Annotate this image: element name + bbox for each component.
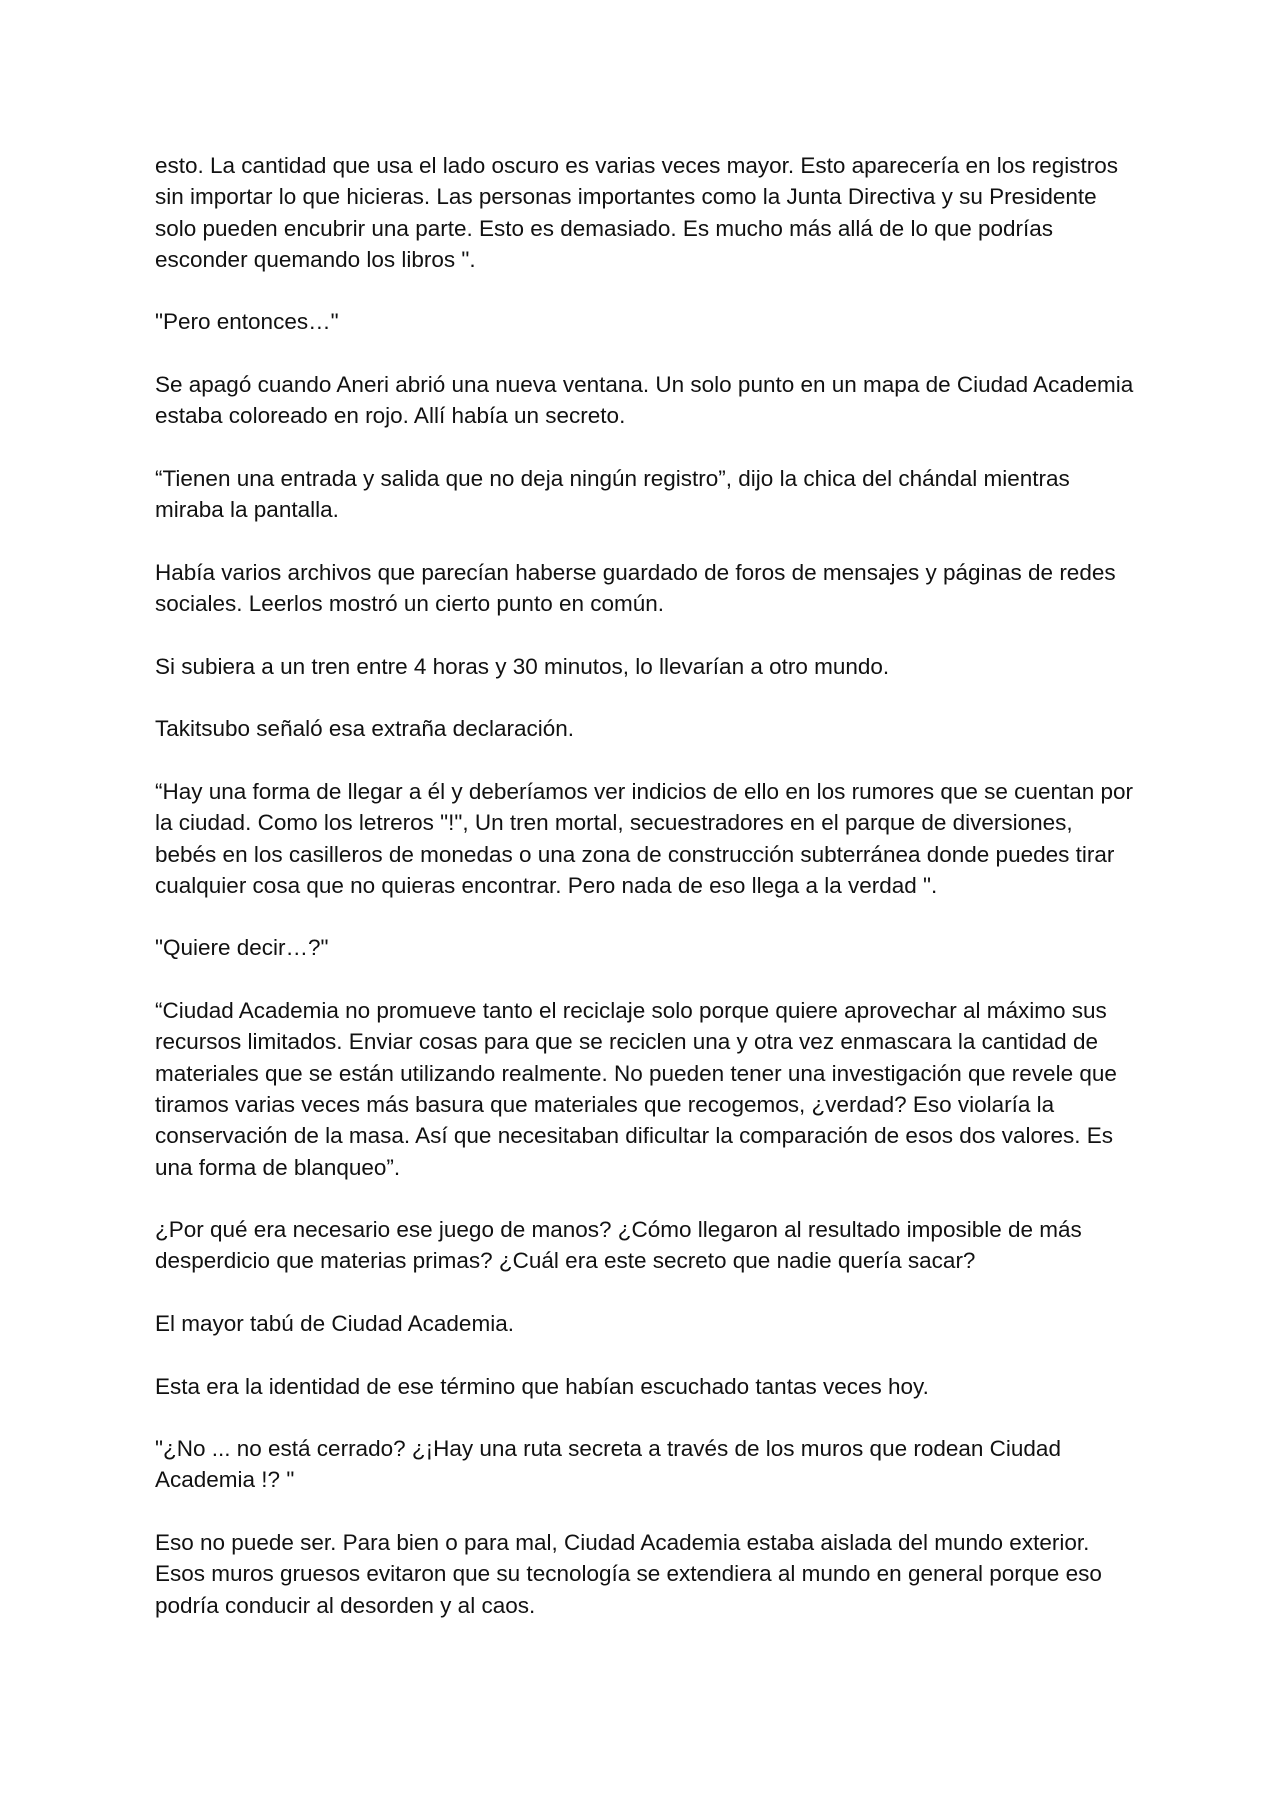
paragraph: Si subiera a un tren entre 4 horas y 30 minutos, lo llevarían a otro mundo.	[155, 653, 890, 679]
paragraph: Eso no puede ser. Para bien o para mal, Ciudad Academia estaba aislada del mundo exterior. Esos muros gruesos evitaron que su tecnología se extendiera al mundo en general porque eso podría conducir al desorden y al caos.	[155, 1530, 1102, 1618]
paragraph: Había varios archivos que parecían haberse guardado de foros de mensajes y páginas de redes sociales. Leerlos mostró un cierto punto en común.	[155, 559, 1116, 617]
paragraph: El mayor tabú de Ciudad Academia.	[155, 1310, 514, 1336]
paragraph: “Ciudad Academia no promueve tanto el reciclaje solo porque quiere aprovechar al máximo sus recursos limitados. Enviar cosas para que se reciclen una y otra vez enmascara la cantidad de materiales que se están utilizando realmente. No pueden tener una investigación que revele que tiramos varias veces más basura que materiales que recogemos, ¿verdad? Eso violaría la conservación de la masa. Así que necesitaban dificultar la comparación de esos dos valores. Es una forma de blanqueo”.	[155, 998, 1117, 1180]
paragraph: esto. La cantidad que usa el lado oscuro es varias veces mayor. Esto aparecería en los registros sin importar lo que hicieras. Las personas importantes como la Junta Directiva y su Presidente solo pueden encubrir una parte. Esto es demasiado. Es mucho más allá de lo que podrías esconder quemando los libros ".	[155, 153, 1119, 272]
paragraph: Esta era la identidad de ese término que habían escuchado tantas veces hoy.	[155, 1373, 929, 1399]
paragraph: "¿No ... no está cerrado? ¿¡Hay una ruta secreta a través de los muros que rodean Ciudad Academia !? "	[155, 1436, 1061, 1493]
paragraph: “Hay una forma de llegar a él y deberíamos ver indicios de ello en los rumores que se cuentan por la ciudad. Como los letreros "!", Un tren mortal, secuestradores en el parque de diversiones, bebés en los casilleros de monedas o una zona de construcción subterránea donde puedes tirar cualquier cosa que no quieras encontrar. Pero nada de eso llega a la verdad ".	[155, 778, 1134, 898]
paragraph: Takitsubo señaló esa extraña declaración.	[155, 716, 575, 742]
paragraph: Se apagó cuando Aneri abrió una nueva ventana. Un solo punto en un mapa de Ciudad Academia estaba coloreado en rojo. Allí había un secreto.	[155, 372, 1134, 429]
paragraph: "Quiere decir…?"	[155, 935, 329, 961]
paragraph: ¿Por qué era necesario ese juego de manos? ¿Cómo llegaron al resultado imposible de más desperdicio que materias primas? ¿Cuál era este secreto que nadie quería sacar?	[155, 1217, 1082, 1274]
document-page	[155, 150, 1135, 1652]
paragraph: "Pero entonces…"	[155, 309, 339, 335]
paragraph: “Tienen una entrada y salida que no deja ningún registro”, dijo la chica del chándal mientras miraba la pantalla.	[155, 465, 1070, 523]
